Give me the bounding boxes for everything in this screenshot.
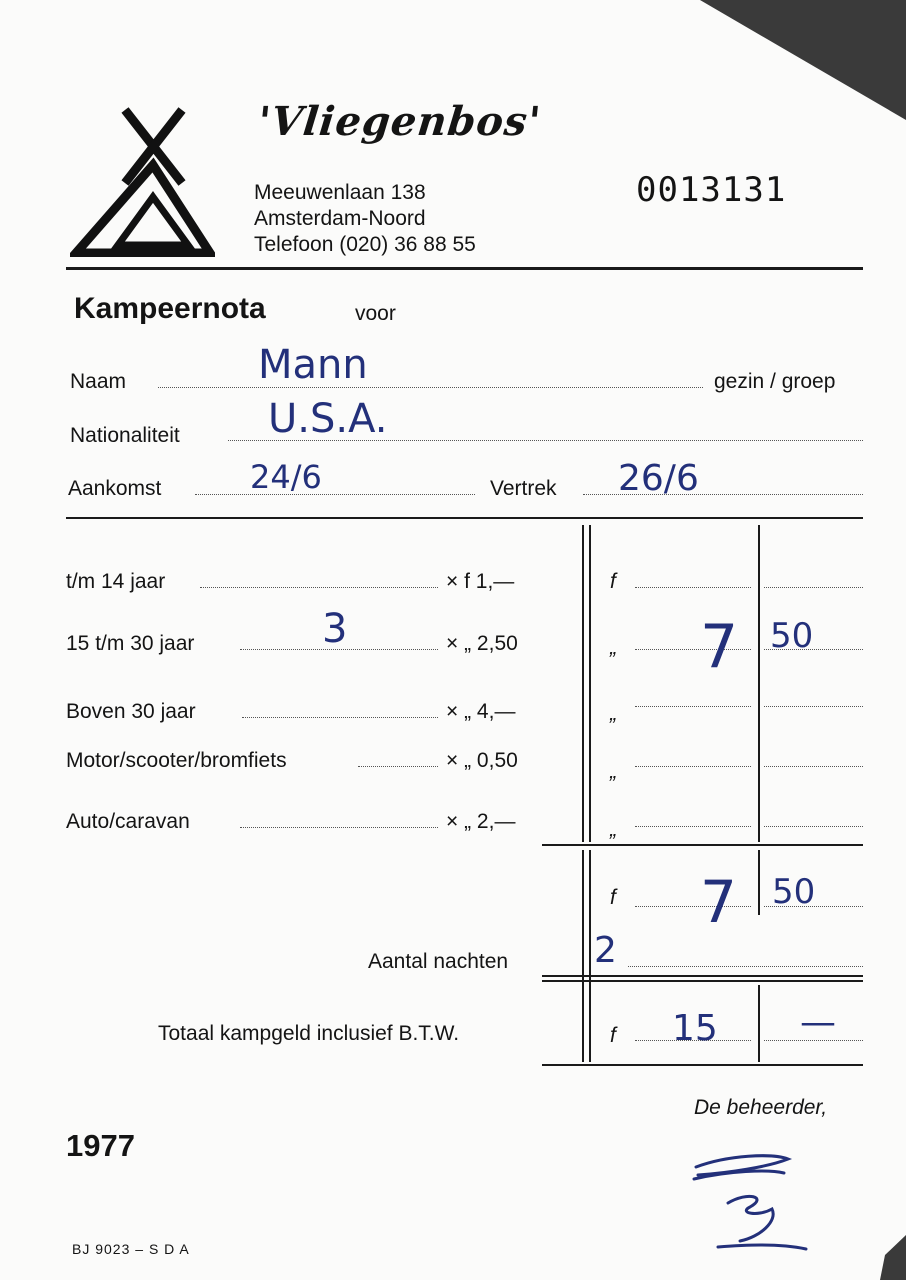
manager-signature — [688, 1145, 818, 1260]
youth-amount-cents: 50 — [770, 616, 814, 656]
currency-mark: f — [610, 570, 616, 593]
cents-rule — [758, 525, 760, 842]
amount-dotted-line — [635, 766, 751, 767]
rate-label-youth: 15 t/m 30 jaar — [66, 632, 195, 655]
form-title: Kampeernota — [74, 292, 266, 325]
rate-label-car: Auto/caravan — [66, 810, 190, 833]
departure-value: 26/6 — [618, 458, 699, 499]
cents-rule — [758, 985, 760, 1062]
rate-value-adult: × „ 4,— — [446, 700, 516, 723]
print-code: BJ 9023 – S D A — [72, 1241, 190, 1257]
form-title-suffix: voor — [355, 302, 396, 325]
cents-dotted-line — [764, 587, 863, 588]
nights-dotted-line — [628, 966, 863, 967]
total-whole: 15 — [672, 1008, 718, 1049]
total-bottom-rule — [542, 1064, 863, 1066]
address-street: Meeuwenlaan 138 — [254, 181, 426, 204]
column-rule — [589, 525, 591, 842]
rate-dotted-line — [200, 587, 438, 588]
currency-mark: „ — [610, 818, 617, 841]
arrival-label: Aankomst — [68, 477, 162, 500]
arrival-dotted-line — [195, 494, 475, 495]
rate-value-motor: × „ 0,50 — [446, 749, 518, 772]
youth-amount-whole: 7 — [700, 612, 739, 682]
form-year: 1977 — [66, 1128, 135, 1163]
rate-value-child: × f 1,— — [446, 570, 515, 593]
subtotal-divider — [542, 844, 863, 846]
rate-dotted-line — [358, 766, 438, 767]
rate-value-youth: × „ 2,50 — [446, 632, 518, 655]
total-top-rule — [542, 980, 863, 982]
rate-label-child: t/m 14 jaar — [66, 570, 166, 593]
subtotal-cents: 50 — [772, 872, 816, 912]
column-rule — [582, 850, 584, 1062]
serial-number: 0013131 — [636, 170, 787, 210]
nationality-value: U.S.A. — [268, 396, 388, 442]
amount-dotted-line — [635, 706, 751, 707]
column-rule — [582, 525, 584, 842]
cents-dotted-line — [764, 766, 863, 767]
cents-dotted-line — [764, 826, 863, 827]
nights-underline — [542, 975, 863, 977]
name-dotted-line — [158, 387, 703, 388]
total-label: Totaal kampgeld inclusief B.T.W. — [158, 1022, 460, 1045]
cents-dotted-line — [764, 706, 863, 707]
arrival-value: 24/6 — [250, 458, 322, 496]
campsite-name: 'Vliegenbos' — [255, 98, 544, 145]
rate-label-adult: Boven 30 jaar — [66, 700, 196, 723]
column-rule — [589, 850, 591, 1062]
total-currency: f — [610, 1024, 616, 1047]
rate-dotted-line — [242, 717, 438, 718]
nights-label: Aantal nachten — [368, 950, 509, 973]
family-group-label: gezin / groep — [714, 370, 836, 393]
address-city: Amsterdam-Noord — [254, 207, 426, 230]
rate-value-car: × „ 2,— — [446, 810, 516, 833]
tent-logo-icon — [70, 105, 215, 257]
name-label: Naam — [70, 370, 127, 393]
name-value: Mann — [258, 342, 368, 388]
youth-count: 3 — [322, 606, 348, 652]
currency-mark: „ — [610, 636, 617, 659]
rate-label-motor: Motor/scooter/bromfiets — [66, 749, 287, 772]
phone-number: Telefoon (020) 36 88 55 — [254, 233, 476, 256]
subtotal-currency: f — [610, 886, 616, 909]
currency-mark: „ — [610, 760, 617, 783]
header-divider — [66, 267, 863, 270]
currency-mark: „ — [610, 702, 617, 725]
departure-label: Vertrek — [490, 477, 557, 500]
total-cents: — — [800, 1002, 836, 1043]
cents-rule — [758, 850, 760, 915]
amount-dotted-line — [635, 587, 751, 588]
rate-dotted-line — [240, 827, 438, 828]
info-divider — [66, 517, 863, 519]
subtotal-whole: 7 — [700, 868, 737, 936]
manager-label: De beheerder, — [694, 1096, 828, 1119]
nationality-label: Nationaliteit — [70, 424, 180, 447]
nights-value: 2 — [594, 930, 617, 971]
amount-dotted-line — [635, 826, 751, 827]
